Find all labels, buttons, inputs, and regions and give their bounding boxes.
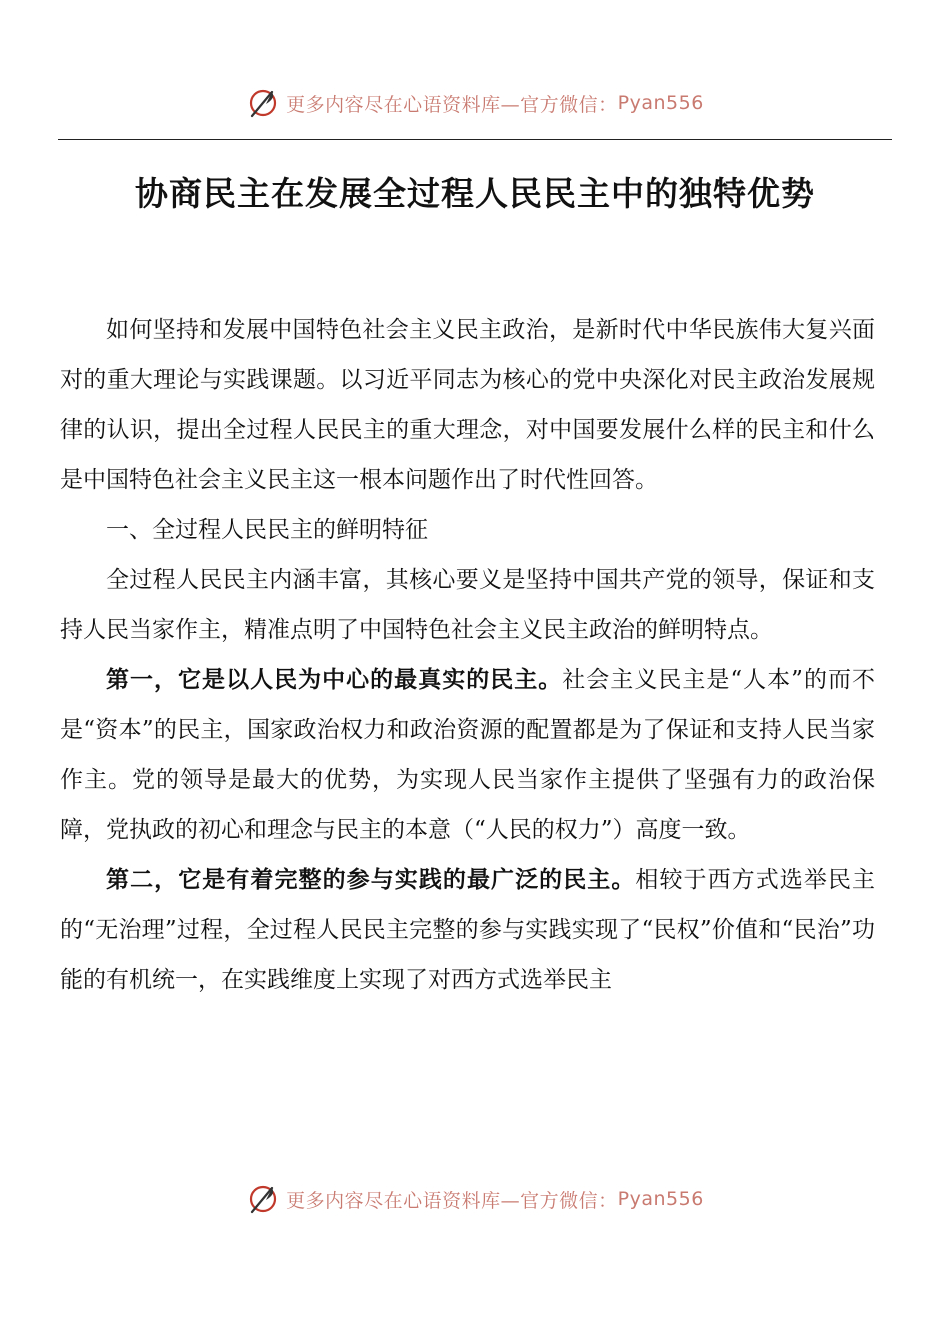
document-title: 协商民主在发展全过程人民民主中的独特优势 bbox=[135, 174, 815, 213]
first-point-text: 社会主义民主是“人本”的而不是“资本”的民主，国家政治权力和政治资源的配置都是为了保证和支持人民当家作主。党的领导是最大的优势，为实现人民当家作主提供了坚强有力的政治保障，党执政的初心和理念与民主的本意（“人民的权力”）高度一致。 bbox=[60, 667, 875, 843]
header-banner-text: 更多内容尽在心语资料库—官方微信： bbox=[286, 93, 618, 116]
footer-banner bbox=[0, 1182, 950, 1216]
document-body bbox=[60, 305, 875, 1005]
second-point-text: 相较于西方式选举民主的“无治理”过程，全过程人民民主完整的参与实践实现了“民权”价值和“民治”功能的有机统一，在实践维度上实现了对西方式选举民主 bbox=[60, 867, 876, 993]
paragraph-features: 全过程人民民主内涵丰富，其核心要义是坚持中国共产党的领导，保证和支持人民当家作主，精准点明了中国特色社会主义民主政治的鲜明特点。 bbox=[60, 567, 875, 643]
paragraph-second-point bbox=[60, 855, 875, 1005]
footer-wechat-id: Pyan556 bbox=[617, 1188, 704, 1210]
first-point-lead: 第一，它是以人民为中心的最真实的民主。 bbox=[106, 666, 563, 693]
footer-banner-text: 更多内容尽在心语资料库—官方微信： bbox=[286, 1189, 618, 1212]
header-banner bbox=[0, 86, 950, 120]
paragraph-intro: 如何坚持和发展中国特色社会主义民主政治，是新时代中华民族伟大复兴面对的重大理论与实践课题。以习近平同志为核心的党中央深化对民主政治发展规律的认识，提出全过程人民民主的重大理念，对中国要发展什么样的民主和什么是中国特色社会主义民主这一根本问题作出了时代性回答。 bbox=[60, 317, 875, 493]
header-divider bbox=[58, 139, 892, 140]
paragraph-first-point bbox=[60, 655, 875, 855]
feather-pen-circle-icon bbox=[246, 86, 280, 120]
feather-pen-circle-icon bbox=[246, 1182, 280, 1216]
second-point-lead: 第二，它是有着完整的参与实践的最广泛的民主。 bbox=[106, 866, 636, 893]
header-wechat-id: Pyan556 bbox=[617, 92, 704, 114]
section-heading: 一、全过程人民民主的鲜明特征 bbox=[106, 517, 428, 543]
